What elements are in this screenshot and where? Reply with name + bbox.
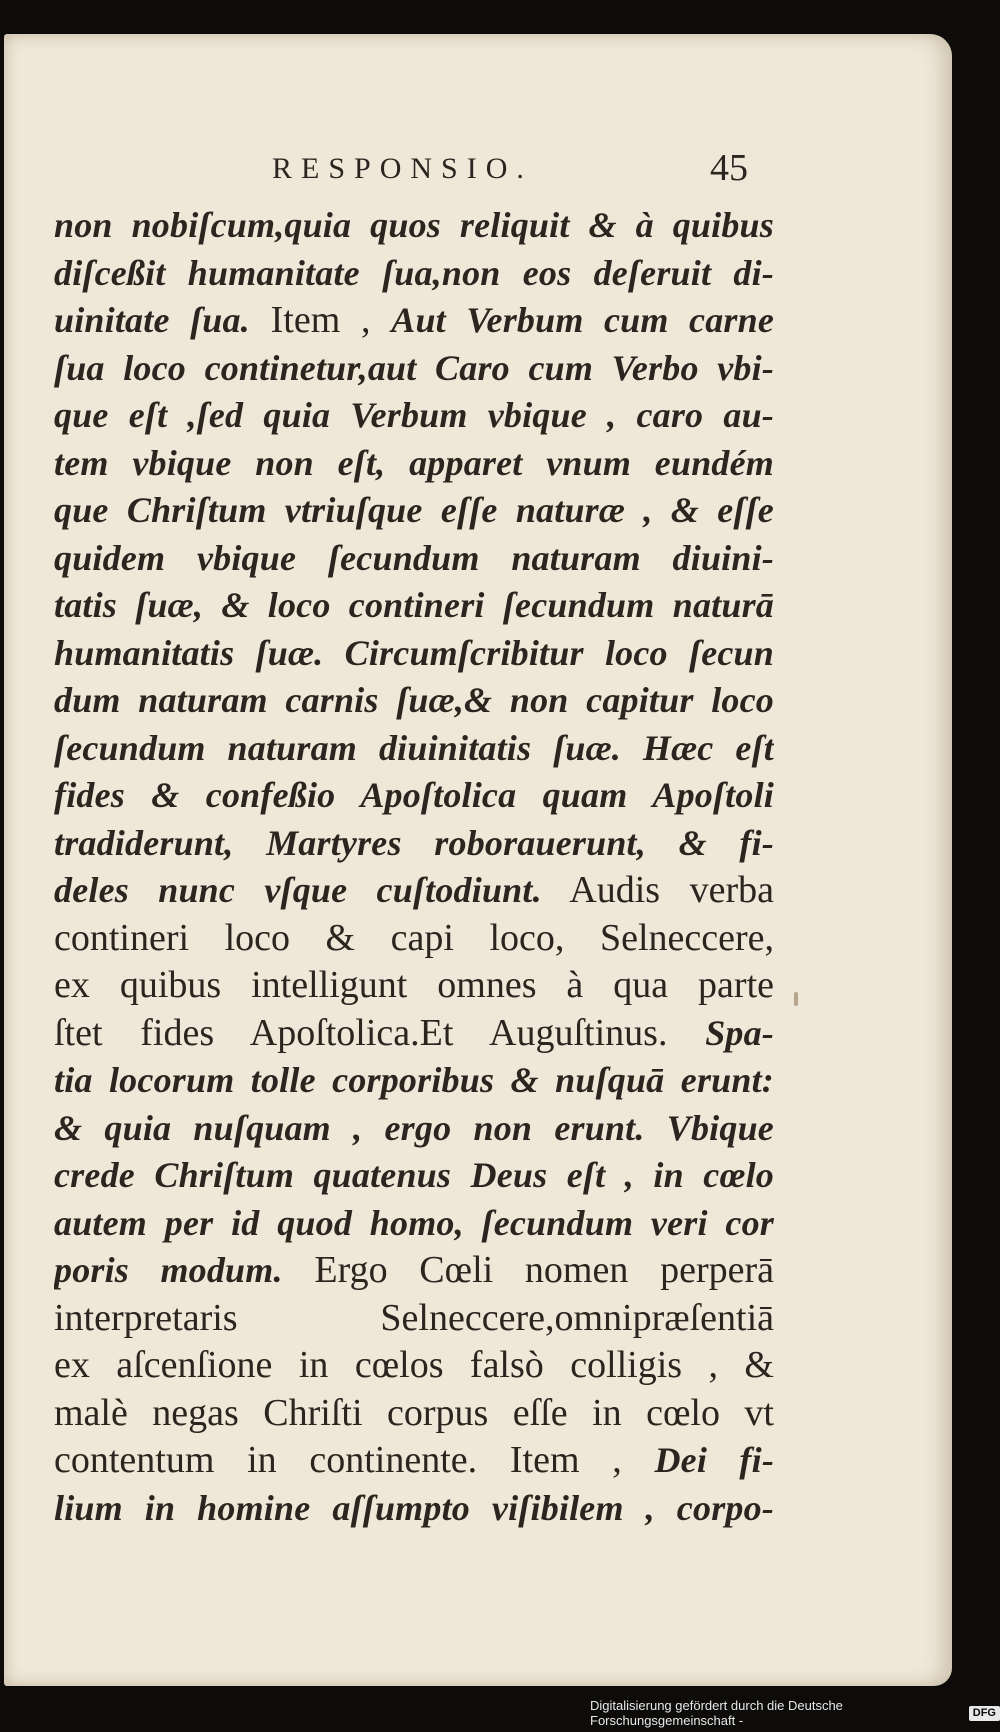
text-line (54, 345, 774, 393)
funding-credit: Digitalisierung gefördert durch die Deutsche Forschungsgemeinschaft - (590, 1698, 843, 1728)
italic-text-segment: autem per id quod homo, ſecundum veri cor (54, 1202, 774, 1243)
text-line (54, 867, 774, 915)
text-line (54, 1342, 774, 1390)
text-line (54, 1152, 774, 1200)
text-line (54, 1295, 774, 1343)
italic-text-segment: que eſt ,ſed quia Verbum vbique , caro au- (54, 395, 774, 435)
italic-text-segment: ſecundum naturam diuinitatis ſuæ. Hæc eſt (54, 727, 774, 768)
roman-text-segment: Item , (249, 299, 392, 341)
text-line (54, 1485, 774, 1533)
text-line (54, 677, 774, 725)
italic-text-segment: quidem vbique ſecundum naturam diuini- (54, 537, 774, 578)
text-line (54, 1437, 774, 1485)
roman-text-segment: interpretaris Selneccere,omnipræſentiā (54, 1296, 774, 1339)
roman-text-segment: ex quibus intelligunt omnes à qua parte (54, 964, 774, 1006)
italic-text-segment: crede Chriſtum quatenus Deus eſt , in cœlo (54, 1155, 774, 1195)
text-line (54, 820, 774, 868)
dfg-logo-icon: DFG (969, 1706, 1000, 1721)
italic-text-segment: que Chriſtum vtriuſque eſſe naturæ , & eſſe (54, 490, 774, 530)
italic-text-segment: uinitate ſua. (54, 300, 250, 340)
text-line (54, 392, 774, 440)
roman-text-segment: malè negas Chriſti corpus eſſe in cœlo vt (54, 1391, 774, 1434)
book-page (4, 34, 952, 1686)
italic-text-segment: tia locorum tolle corporibus & nuſquā erunt: (54, 1060, 774, 1100)
italic-text-segment: fides & confeßio Apoſtolica quam Apoſtoli (54, 775, 774, 815)
text-line (54, 725, 774, 773)
text-line (54, 1247, 774, 1295)
body-text (54, 202, 774, 1532)
italic-text-segment: ſua loco continetur,aut Caro cum Verbo vbi- (54, 347, 774, 388)
italic-text-segment: humanitatis ſuæ. Circumſcribitur loco ſecun (54, 632, 774, 673)
roman-text-segment: ex aſcenſione in cœlos falsò colligis , & (54, 1344, 774, 1386)
italic-text-segment: diſceßit humanitate ſua,non eos deſeruit di- (54, 252, 774, 293)
text-line (54, 1010, 774, 1058)
text-line (54, 1200, 774, 1248)
italic-text-segment: lium in homine aſſumpto viſibilem , corpo- (54, 1487, 774, 1528)
text-line (54, 1057, 774, 1105)
text-line (54, 772, 774, 820)
italic-text-segment: Dei fi- (654, 1440, 774, 1480)
page-number: 45 (710, 147, 748, 189)
text-line (54, 582, 774, 630)
italic-text-segment: tem vbique non eſt, apparet vnum eundém (54, 442, 774, 483)
text-line (54, 487, 774, 535)
paper-stain (794, 992, 798, 1006)
text-line (54, 202, 774, 250)
italic-text-segment: tradiderunt, Martyres roborauerunt, & fi- (54, 822, 774, 863)
running-head: RESPONSIO. (272, 152, 533, 185)
footer (590, 1698, 1000, 1728)
roman-text-segment: contentum in continente. Item , (54, 1439, 655, 1481)
text-line (54, 440, 774, 488)
text-line (54, 630, 774, 678)
italic-text-segment: Spa- (705, 1012, 774, 1053)
italic-text-segment: & quia nuſquam , ergo non erunt. Vbique (54, 1107, 774, 1148)
italic-text-segment: dum naturam carnis ſuæ,& non capitur loco (54, 680, 774, 720)
text-line (54, 535, 774, 583)
italic-text-segment: poris modum. (54, 1250, 283, 1290)
roman-text-segment: Audis verba (541, 869, 774, 911)
text-line (54, 250, 774, 298)
text-line (54, 1105, 774, 1153)
roman-text-segment: ſtet fides Apoſtolica.Et Auguſtinus. (54, 1011, 706, 1054)
text-line (54, 297, 774, 345)
italic-text-segment: non nobiſcum,quia quos reliquit & à quibus (54, 205, 774, 245)
roman-text-segment: Ergo Cœli nomen perperā (282, 1249, 774, 1291)
text-line (54, 962, 774, 1010)
italic-text-segment: deles nunc vſque cuſtodiunt. (54, 870, 542, 910)
text-line (54, 1390, 774, 1438)
italic-text-segment: tatis ſuæ, & loco contineri ſecundum naturā (54, 585, 774, 625)
roman-text-segment: contineri loco & capi loco, Selneccere, (54, 916, 774, 959)
italic-text-segment: Aut Verbum cum carne (391, 300, 774, 340)
text-line (54, 915, 774, 963)
